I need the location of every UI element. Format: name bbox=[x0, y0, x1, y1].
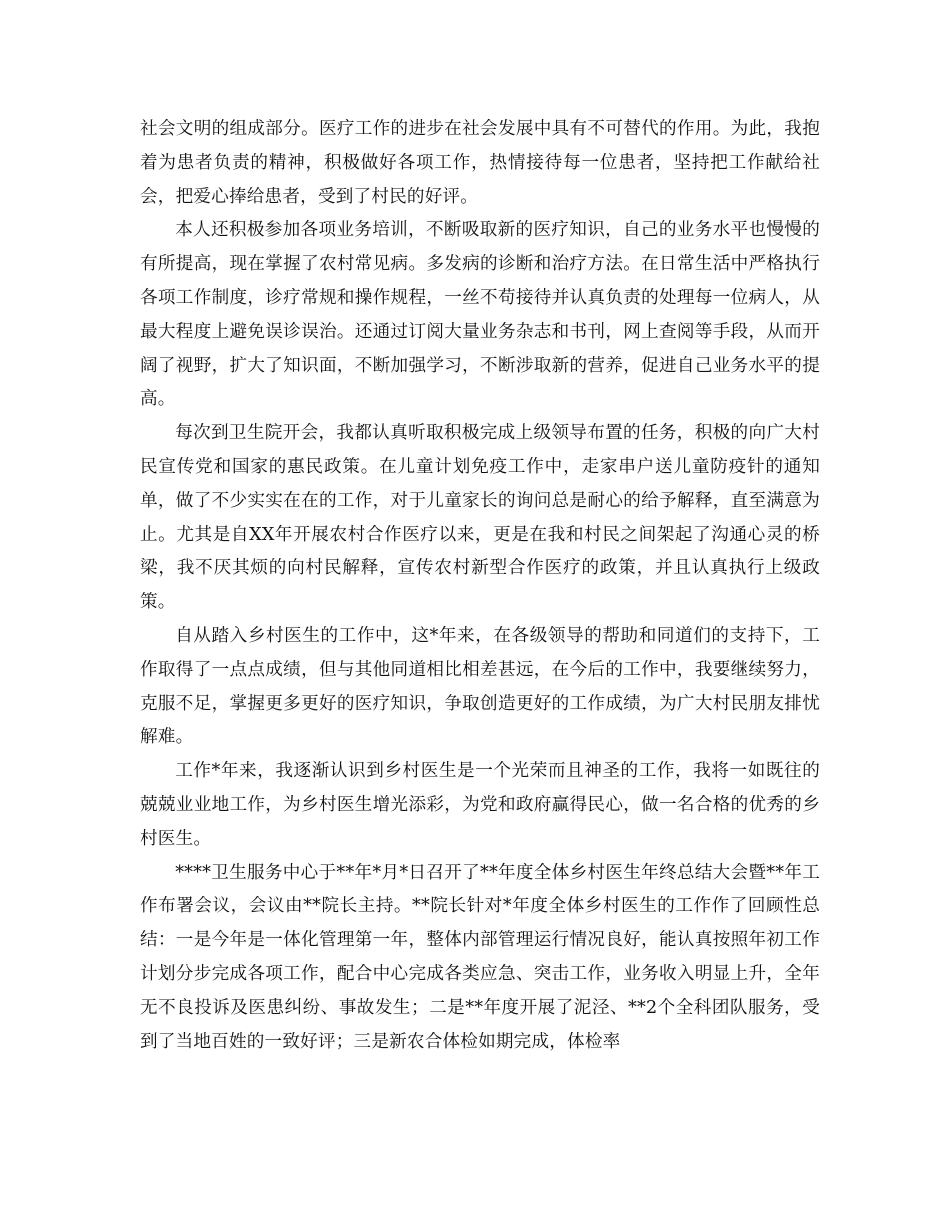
paragraph-4: 自从踏入乡村医生的工作中，这*年来，在各级领导的帮助和同道们的支持下，工作取得了一点点成绩，但与其他同道相比相差甚远，在今后的工作中，我要继续努力，克服不足，掌握更多更好的医疗知识，争取创造更好的工作成绩，为广大村民朋友排忧解难。 bbox=[140, 625, 820, 748]
paragraph-3: 每次到卫生院开会，我都认真听取积极完成上级领导布置的任务，积极的向广大村民宣传党和国家的惠民政策。在儿童计划免疫工作中，走家串户送儿童防疫针的通知单，做了不少实实在在的工作，对于儿童家长的询问总是耐心的给予解释，直至满意为止。尤其是自XX年开展农村合作医疗以来，更是在我和村民之间架起了沟通心灵的桥梁，我不厌其烦的向村民解释，宣传农村新型合作医疗的政策，并且认真执行上级政策。 bbox=[140, 423, 820, 613]
document-body bbox=[140, 113, 820, 1059]
paragraph-5: 工作*年来，我逐渐认识到乡村医生是一个光荣而且神圣的工作，我将一如既往的兢兢业业地工作，为乡村医生增光添彩，为党和政府赢得民心，做一名合格的优秀的乡村医生。 bbox=[140, 761, 820, 849]
paragraph-2: 本人还积极参加各项业务培训，不断吸取新的医疗知识，自己的业务水平也慢慢的有所提高，现在掌握了农村常见病。多发病的诊断和治疗方法。在日常生活中严格执行各项工作制度，诊疗常规和操作规程，一丝不苟接待并认真负责的处理每一位病人，从最大程度上避免误诊误治。还通过订阅大量业务杂志和书刊，网上查阅等手段，从而开阔了视野，扩大了知识面，不断加强学习，不断涉取新的营养，促进自己业务水平的提高。 bbox=[140, 220, 820, 410]
paragraph-6: ****卫生服务中心于**年*月*日召开了**年度全体乡村医生年终总结大会暨**年工作布署会议，会议由**院长主持。**院长针对*年度全体乡村医生的工作作了回顾性总结：一是今年是一体化管理第一年，整体内部管理运行情况良好，能认真按照年初工作计划分步完成各项工作，配合中心完成各类应急、突击工作，业务收入明显上升，全年无不良投诉及医患纠纷、事故发生；二是**年度开展了泥泾、**2个全科团队服务，受到了当地百姓的一致好评；三是新农合体检如期完成，体检率 bbox=[140, 862, 820, 1052]
paragraph-1: 社会文明的组成部分。医疗工作的进步在社会发展中具有不可替代的作用。为此，我抱着为患者负责的精神，积极做好各项工作，热情接待每一位患者，坚持把工作献给社会，把爱心捧给患者，受到了村民的好评。 bbox=[140, 119, 820, 207]
